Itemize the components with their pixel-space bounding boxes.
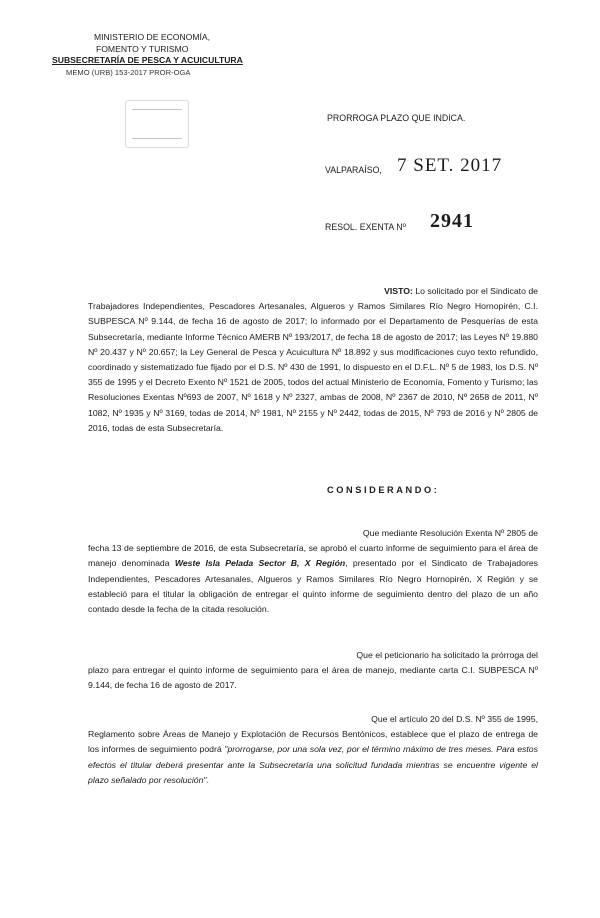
c3-body-a: Reglamento sobre Áreas de Manejo y Explotación de Recursos Bentónicos, establece que el plazo de entrega de los informes de seguimiento podrá xyxy=(88,729,538,755)
letterhead xyxy=(52,32,252,78)
c1-body-a: fecha 13 de septiembre de 2016, de esta Subsecretaría, se aprobó el cuarto informe de seguimiento para el área de manejo denominada xyxy=(88,543,538,569)
c2-body: plazo para entregar el quinto informe de seguimiento para el área de manejo, mediante carta C.I. SUBPESCA Nº 9.144, de fecha 16 de agosto de 2017. xyxy=(88,665,538,691)
c1-body-b: , presentado por el Sindicato de Trabajadores Independientes, Pescadores Artesanales, Algueros y Ramos Similares Río Negro Hornopirén, X Región y se estableció para el titular la obligación de entregar el quinto informe de seguimiento dentro del plazo de un año contado desde la fecha de la citada resolución. xyxy=(88,558,539,615)
considerando-3 xyxy=(88,712,538,788)
considerando-heading: CONSIDERANDO: xyxy=(327,485,440,495)
c3-quote: "prorrogarse, por una sola vez, por el término máximo de tres meses. Para estos efectos el titular deberá presentar ante la Subsecretaría una solicitud fundada mientras se encuentre vigente el plazo señalado por resolución" xyxy=(88,744,538,785)
stamp-rule-bottom xyxy=(132,138,182,139)
resolution-number: 2941 xyxy=(430,210,474,232)
considerando-2 xyxy=(88,648,538,694)
letterhead-ministry-sub: FOMENTO Y TURISMO xyxy=(96,43,189,54)
letterhead-subsecretariat: SUBSECRETARÍA DE PESCA Y ACUICULTURA xyxy=(52,55,243,65)
faded-stamp xyxy=(125,100,189,148)
stamp-rule-top xyxy=(132,109,182,110)
place-label: VALPARAÍSO, xyxy=(325,165,382,175)
letterhead-memo-ref: MEMO (URB) 153-2017 PROR-OGA xyxy=(66,67,191,77)
resolution-label: RESOL. EXENTA Nº xyxy=(325,222,406,232)
stamped-date: 7 SET. 2017 xyxy=(397,155,503,176)
visto-paragraph xyxy=(88,284,538,436)
visto-first-text: Lo solicitado por el Sindicato de xyxy=(412,286,538,296)
letterhead-ministry: MINISTERIO DE ECONOMÍA, xyxy=(94,32,211,42)
considerando-1 xyxy=(88,526,538,617)
visto-lead: VISTO: xyxy=(384,286,413,296)
c1-first-line: Que mediante Resolución Exenta Nº 2805 de xyxy=(362,528,538,538)
c2-first-line: Que el peticionario ha solicitado la prórroga del xyxy=(356,650,538,660)
document-reference: PRORROGA PLAZO QUE INDICA. xyxy=(327,113,466,123)
c1-area-name: Weste Isla Pelada Sector B, X Región xyxy=(174,558,346,569)
c3-body-b: . xyxy=(206,774,209,785)
c3-first-line: Que el artículo 20 del D.S. Nº 355 de 1995, xyxy=(371,714,538,724)
visto-body: Trabajadores Independientes, Pescadores Artesanales, Algueros y Ramos Similares Río Negro Hornopirén, C.I. SUBPESCA Nº 9.144, de fecha 16 de agosto de 2017; lo informado por el Departamento de Pesquerías de esta Subsecretaría, mediante Informe Técnico AMERB Nº 193/2017, de fecha 18 de agosto de 2017; las Leyes Nº 19.880 Nº 20.437 y Nº 20.657; la Ley General de Pesca y Acuicultura Nº 18.892 y sus modificaciones cuyo texto refundido, coordinado y sistematizado fue fijado por el D.S. Nº 430 de 1991, lo dispuesto en el D.F.L. Nº 5 de 1983, los D.S. Nº 355 de 1995 y el Decreto Exento Nº 1521 de 2005, todos del actual Ministerio de Economía, Fomento y Turismo; las Resoluciones Exentas Nº693 de 2007, Nº 1618 y Nº 2327, ambas de 2008, Nº 2367 de 2010, Nº 2658 de 2011, Nº 1082, Nº 1935 y Nº 3169, todas de 2014, Nº 1981, Nº 2155 y Nº 2442, todas de 2015, Nº 793 de 2016 y Nº 2805 de 2016, todas de esta Subsecretaría. xyxy=(88,301,538,433)
visto-first-line xyxy=(88,284,538,299)
